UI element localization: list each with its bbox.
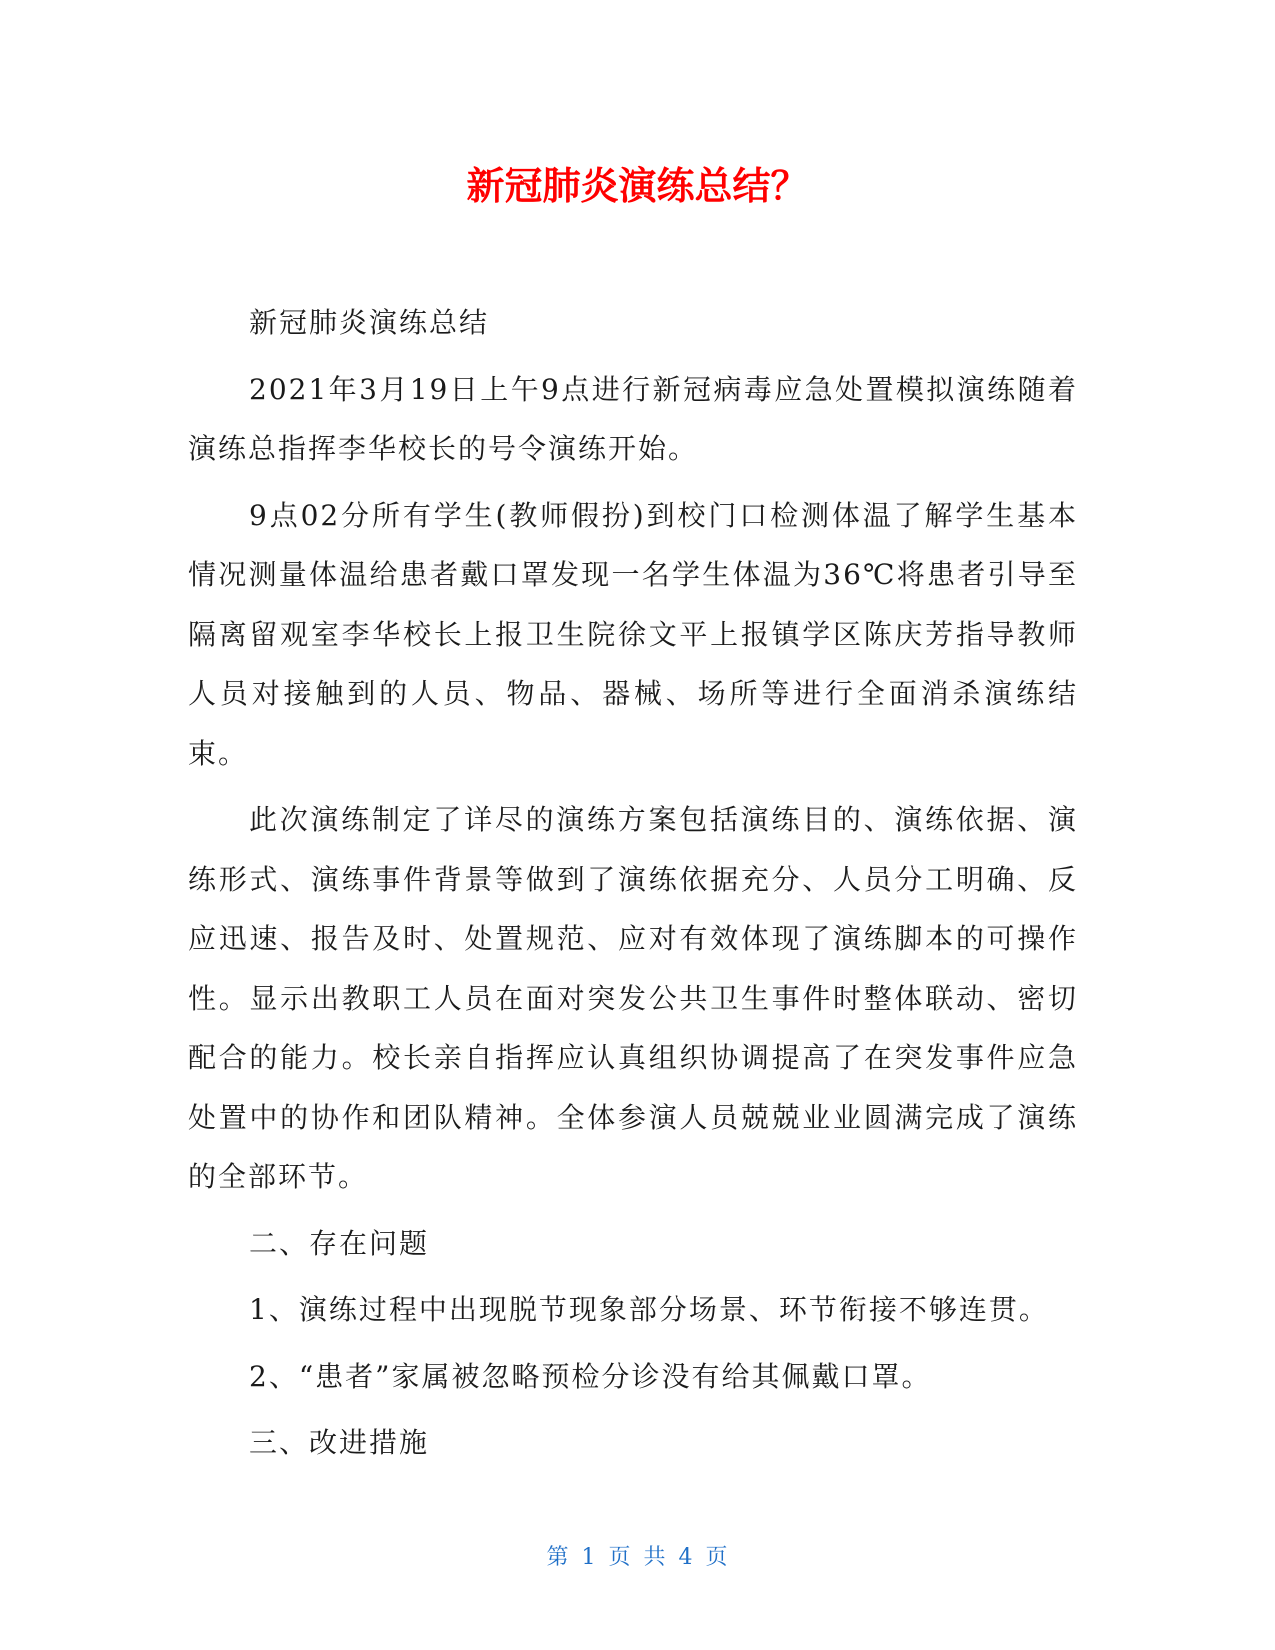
section-heading-problems: 二、存在问题: [249, 1226, 430, 1260]
footer-total-prefix: 共: [643, 1545, 667, 1570]
paragraph-drill-evaluation: 此次演练制定了详尽的演练方案包括演练目的、演练依据、演练形式、演练事件背景等做到了演练依据充分、人员分工明确、反应迅速、报告及时、处置规范、应对有效体现了演练脚本的可操作性。显示出教职工人员在面对突发公共卫生事件时整体联动、密切配合的能力。校长亲自指挥应认真组织协调提高了在突发事件应急处置中的协作和团队精神。全体参演人员兢兢业业圆满完成了演练的全部环节。: [188, 803, 1078, 1193]
page-title: 新冠肺炎演练总结？: [466, 164, 809, 208]
problem-item-1: 1、演练过程中出现脱节现象部分场景、环节衔接不够连贯。: [249, 1293, 1049, 1326]
paragraph-drill-start: 2021年3月19日上午9点进行新冠病毒应急处置模拟演练随着演练总指挥李华校长的号令演练开始。: [188, 372, 1078, 465]
footer-current-page: 1: [581, 1545, 597, 1570]
footer-page-prefix: 第: [546, 1545, 570, 1570]
footer-total-pages: 4: [678, 1545, 694, 1570]
footer-page-word: 页: [608, 1545, 632, 1570]
paragraph-heading: 新冠肺炎演练总结: [249, 306, 490, 339]
page-footer: [0, 1543, 1275, 1573]
document-body: [188, 293, 1078, 1473]
problem-item-2: 2、“患者”家属被忽略预检分诊没有给其佩戴口罩。: [249, 1359, 932, 1393]
section-heading-improvements: 三、改进措施: [249, 1426, 430, 1459]
footer-total-suffix: 页: [705, 1545, 729, 1570]
paragraph-drill-process: 9点02分所有学生(教师假扮)到校门口检测体温了解学生基本情况测量体温给患者戴口罩发现一名学生体温为36℃将患者引导至隔离留观室李华校长上报卫生院徐文平上报镇学区陈庆芳指导教师人员对接触到的人员、物品、器械、场所等进行全面消杀演练结束。: [188, 498, 1078, 770]
